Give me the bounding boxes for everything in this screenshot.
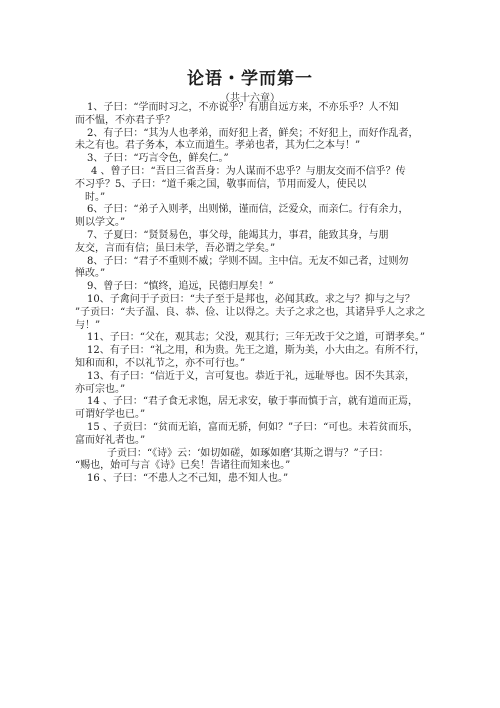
text-line: 亦可宗也。”	[75, 383, 126, 395]
text-line: 14 、子曰：“君子食无求饱，居无求安，敏于事而慎于言，就有道而正焉，	[87, 396, 419, 408]
text-line: 7、子夏曰：“贤贤易色，事父母，能竭其力，事君，能致其身，与朋	[87, 229, 389, 241]
text-line: 则以学文。”	[75, 217, 126, 229]
chapter-paragraph	[75, 473, 435, 486]
text-line: ”子贡曰：“夫子温、良、恭、俭、让以得之。夫子之求之也，其诸异乎人之求之	[75, 306, 426, 318]
chapter-paragraph	[75, 204, 435, 230]
document-body	[75, 102, 435, 486]
text-line: 4 、曾子曰：“吾日三省吾身：为人谋而不忠乎？与朋友交而不信乎？传	[91, 165, 406, 177]
text-line: 2、有子曰：“其为人也孝弟，而好犯上者，鲜矣；不好犯上，而好作乱者，	[87, 127, 419, 139]
text-line: 友交，言而有信；虽曰未学，吾必谓之学矣。”	[75, 242, 276, 254]
chapter-paragraph	[75, 256, 435, 282]
text-line: 而不愠，不亦君子乎？	[75, 114, 175, 126]
chapter-paragraph	[75, 422, 435, 448]
text-line: 15 、子贡曰：“贫而无谄，富而无骄，何如？”子曰：“可也。未若贫而乐，	[87, 421, 419, 433]
chapter-paragraph	[75, 371, 435, 397]
text-line: 16 、子曰：“不患人之不己知，患不知人也。”	[87, 473, 289, 485]
text-line: 子贡曰：“《诗》云：‘如切如磋，如琢如磨’其斯之谓与？”子曰：	[107, 447, 389, 459]
text-line: 6、子曰：“弟子入则孝，出则悌，谨而信，泛爱众，而亲仁。行有余力，	[87, 204, 409, 216]
text-line: 10、子禽问于子贡曰：“夫子至于是邦也，必闻其政。求之与？抑与之与？	[87, 293, 415, 305]
chapter-count: （共十六章）	[220, 93, 280, 104]
chapter-paragraph	[75, 345, 435, 371]
text-line: 9、曾子曰：“慎终，追远，民德归厚矣！”	[87, 281, 274, 293]
chapter-paragraph	[75, 128, 435, 154]
chapter-paragraph	[75, 396, 435, 422]
text-line: 惮改。”	[75, 268, 106, 280]
text-line: 富而好礼者也。”	[75, 434, 146, 446]
text-line: 11、子曰：“父在，观其志；父没，观其行；三年无改于父之道，可谓孝矣。”	[87, 332, 425, 344]
text-line: 13、有子曰：“信近于义，言可复也。恭近于礼，远耻辱也。因不失其亲，	[87, 370, 415, 382]
text-line: 时。”	[85, 191, 106, 203]
chapter-paragraph	[75, 153, 435, 166]
text-line: 未之有也。君子务本，本立而道生。孝弟也者，其为仁之本与！”	[75, 140, 361, 152]
text-line: 8、子曰：“君子不重则不威；学则不固。主中信。无友不如己者，过则勿	[87, 255, 409, 267]
text-line: 不习乎？5、子曰：“道千乘之国，敬事而信，节用而爱人，使民以	[75, 178, 367, 190]
text-line: “赐也，始可与言《诗》已矣！告诸往而知来也。”	[75, 460, 291, 472]
chapter-paragraph	[75, 281, 435, 294]
chapter-paragraph	[75, 448, 435, 474]
text-line: 1、子曰：“学而时习之，不亦说乎？有朋自远方来，不亦乐乎？人不知	[87, 102, 399, 113]
chapter-paragraph	[75, 166, 435, 204]
chapter-paragraph	[75, 294, 435, 332]
text-line: 可谓好学也已。”	[75, 409, 146, 421]
chapter-paragraph	[75, 102, 435, 128]
text-line: 与！”	[75, 319, 101, 331]
text-line: 12、有子曰：“礼之用，和为贵。先王之道，斯为美，小大由之。有所不行，	[87, 345, 425, 357]
text-line: 知和而和，不以礼节之，亦不可行也。”	[75, 357, 246, 369]
text-line: 3、子曰：“巧言令色，鲜矣仁。”	[87, 153, 229, 165]
chapter-paragraph	[75, 230, 435, 256]
document-title: 论语・学而第一	[187, 69, 313, 89]
chapter-paragraph	[75, 332, 435, 345]
